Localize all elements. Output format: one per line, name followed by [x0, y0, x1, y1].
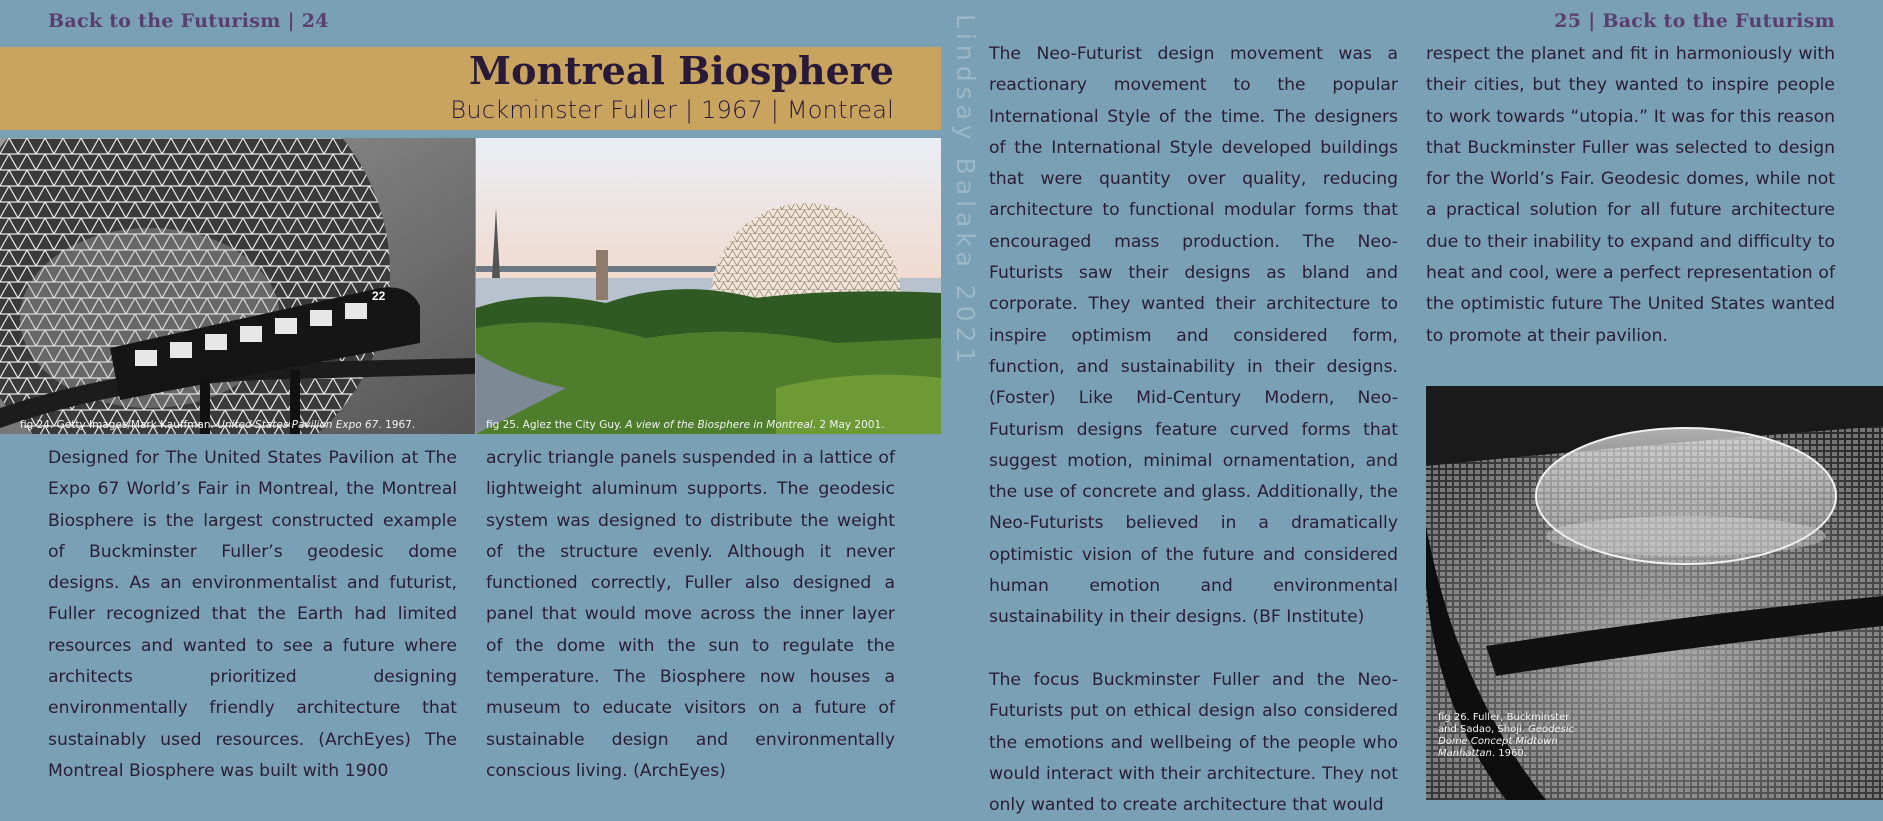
- page-subtitle: Buckminster Fuller | 1967 | Montreal: [450, 96, 894, 124]
- figure-25-photo: [476, 138, 941, 434]
- page-folio-right: 25 | Back to the Futurism: [1554, 10, 1835, 32]
- figure-26-photo: [1426, 386, 1883, 800]
- biosphere-monorail-image: [0, 138, 475, 434]
- body-paragraph: acrylic triangle panels suspended in a lattice of lightweight aluminum supports. The geodesic system was designed to distribute the weight of the structure evenly. Although it never functioned correctly, Fuller also designed a panel that would move across the inner layer of the dome with the sun to regulate the temperature. The Biosphere now houses a museum to educate visitors on a future of sustainable design and environmentally conscious living. (ArchEyes): [486, 448, 895, 781]
- page-folio-left: Back to the Futurism | 24: [48, 10, 329, 32]
- body-column-1: [48, 443, 457, 787]
- body-paragraph: respect the planet and fit in harmoniously with their cities, but they wanted to inspire people to work towards “utopia.” It was for this reason that Buckminster Fuller was selected to design for the World’s Fair. Geodesic domes, while not a practical solution for all future architecture due to their inability to expand and difficulty to heat and cool, were a perfect representation of the optimistic future The United States wanted to promote at their pavilion.: [1426, 44, 1835, 346]
- body-column-4: [1426, 39, 1835, 352]
- biosphere-landscape-image: [476, 138, 941, 434]
- figure-24-caption: fig 24. Getty Images/Mark Kauffman. United States Pavilion Expo 67. 1967.: [20, 419, 416, 431]
- body-column-2: [486, 443, 895, 787]
- figure-25-caption: fig 25. Aglez the City Guy. A view of the Biosphere in Montreal. 2 May 2001.: [486, 419, 885, 431]
- body-column-3: [989, 39, 1398, 821]
- author-credit-vertical: Lindsay Balaka 2021: [951, 14, 980, 369]
- monorail-number: 22: [372, 289, 386, 303]
- figure-26-caption: fig 26. Fuller, Buckminster and Sadao, Shoji. Geodesic Dome Concept Midtown Manhattan. 1960.: [1438, 712, 1575, 759]
- body-paragraph: Designed for The United States Pavilion at The Expo 67 World’s Fair in Montreal, the Montreal Biosphere is the largest constructed example of Buckminster Fuller’s geodesic dome designs. As an environmentalist and futurist, Fuller recognized that the Earth had limited resources and wanted to see a future where architects prioritized designing environmentally friendly architecture that sustainably used resources. (ArchEyes) The Montreal Biosphere was built with 1900: [48, 448, 457, 781]
- title-band: [0, 47, 941, 130]
- body-paragraph: The Neo-Futurist design movement was a reactionary movement to the popular International Style of the time. The designers of the International Style developed buildings that were quantity over quality, reducing architecture to functional modular forms that encouraged mass production. The Neo-Futurists saw their designs as bland and corporate. They wanted their architecture to inspire optimism and considered form, function, and sustainability in their designs. (Foster) Like Mid-Century Modern, Neo-Futurism designs feature curved forms that suggest motion, minimal ornamentation, and the use of concrete and glass. Additionally, the Neo-Futurists believed in a dramatically optimistic vision of the future and considered human emotion and environmental sustainability in their designs. (BF Institute): [989, 44, 1398, 628]
- page-title: Montreal Biosphere: [469, 48, 894, 93]
- body-paragraph: The focus Buckminster Fuller and the Neo-Futurists put on ethical design also considered the emotions and wellbeing of the people who would interact with their architecture. They not only wanted to create architecture that would: [989, 669, 1398, 816]
- figure-24-photo: [0, 138, 475, 434]
